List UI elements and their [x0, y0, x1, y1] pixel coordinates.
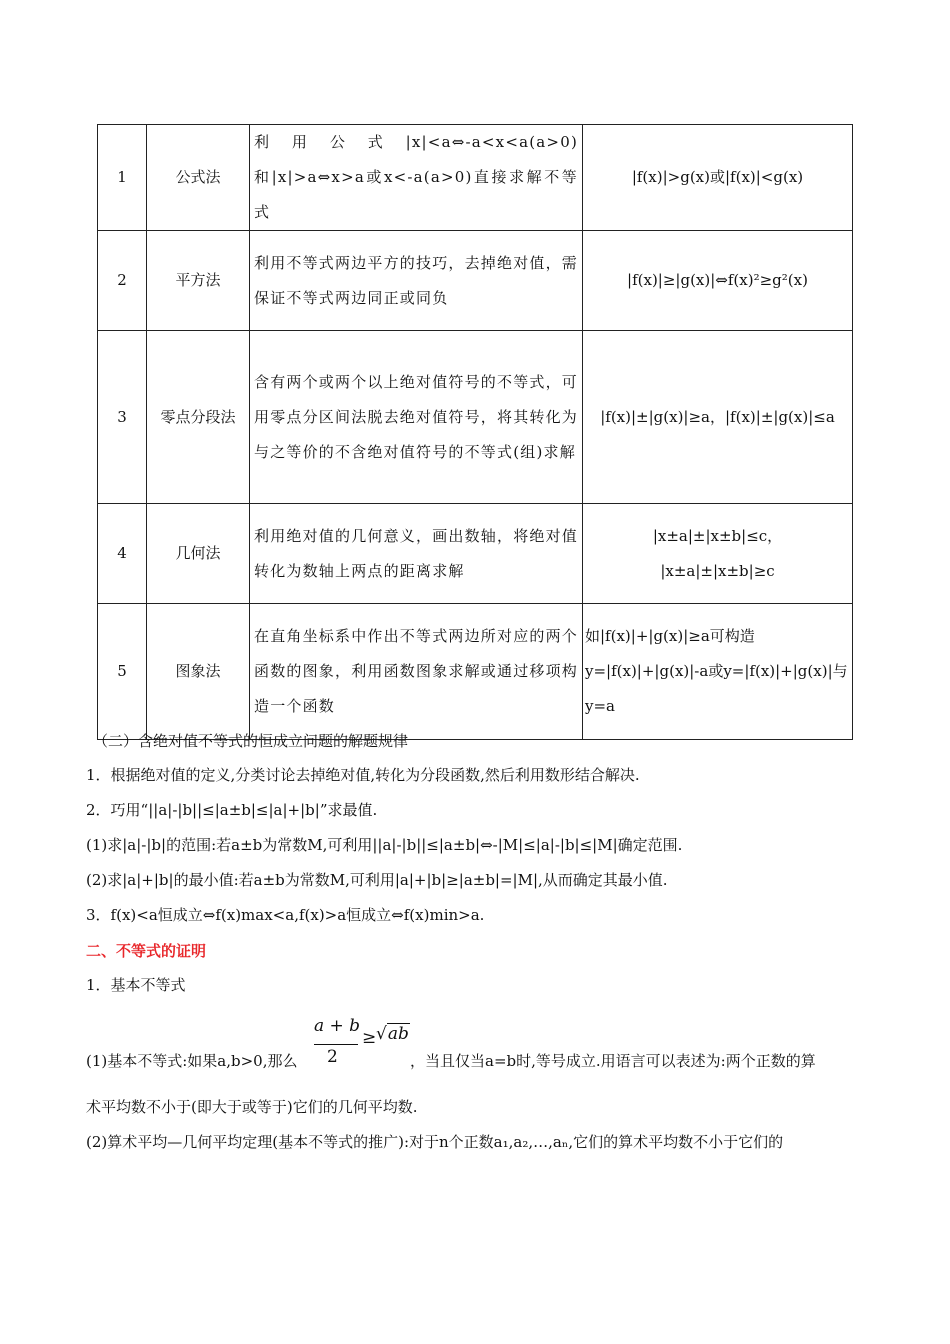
- section-title: 二、不等式的证明: [86, 942, 207, 960]
- paragraph: 1．根据绝对值的定义,分类讨论去掉绝对值,转化为分段函数,然后利用数形结合解决.: [86, 766, 640, 784]
- method-forms: [583, 504, 853, 604]
- method-name: 平方法: [147, 231, 250, 331]
- method-name: 图象法: [147, 604, 250, 740]
- row-number: 1: [98, 125, 147, 231]
- am-gm-formula: [310, 1016, 410, 1072]
- subheading: 1．基本不等式: [86, 976, 186, 994]
- paragraph: 3．f(x)<a恒成立⇔f(x)max<a,f(x)>a恒成立⇔f(x)min>a.: [86, 906, 485, 924]
- method-forms: [583, 604, 853, 740]
- formula-numerator: a + b: [314, 1016, 361, 1036]
- row-number: 2: [98, 231, 147, 331]
- methods-table: [97, 124, 853, 740]
- fraction-bar: [314, 1044, 358, 1045]
- method-description: 利用不等式两边平方的技巧，去掉绝对值，需保证不等式两边同正或同负: [250, 231, 583, 331]
- paragraph: (1)求|a|-|b|的范围:若a±b为常数M,可利用||a|-|b||≤|a±b|⇔-|M|≤|a|-|b|≤|M|确定范围.: [86, 836, 683, 854]
- table-row: [98, 125, 853, 231]
- method-description: 利用公式|x|<a⇔-a<x<a(a>0)和|x|>a⇔x>a或x<-a(a>0)直接求解不等式: [250, 125, 583, 231]
- table-row: [98, 331, 853, 504]
- form-line: |x±a|±|x±b|≤c，: [652, 526, 783, 545]
- method-name: 几何法: [147, 504, 250, 604]
- method-name: 零点分段法: [147, 331, 250, 504]
- paragraph: 术平均数不小于(即大于或等于)它们的几何平均数.: [86, 1098, 418, 1116]
- paragraph: (2)求|a|+|b|的最小值:若a±b为常数M,可利用|a|+|b|≥|a±b|=|M|,从而确定其最小值.: [86, 871, 668, 889]
- paragraph: ，当且仅当a=b时,等号成立.用语言可以表述为:两个正数的算: [410, 1052, 816, 1070]
- method-description: 在直角坐标系中作出不等式两边所对应的两个函数的图象，利用函数图象求解或通过移项构造一个函数: [250, 604, 583, 740]
- paragraph: (1)基本不等式:如果a,b>0,那么: [86, 1052, 298, 1070]
- row-number: 3: [98, 331, 147, 504]
- row-number: 5: [98, 604, 147, 740]
- row-number: 4: [98, 504, 147, 604]
- table-row: [98, 604, 853, 740]
- formula-radicand: ab: [387, 1024, 409, 1044]
- form-line: |f(x)|≥|g(x)|⇔f(x)²≥g²(x): [627, 271, 808, 289]
- paragraph: (2)算术平均—几何平均定理(基本不等式的推广):对于n个正数a₁,a₂,…,aₙ,它们的算术平均数不小于它们的: [86, 1133, 784, 1151]
- table-row: [98, 504, 853, 604]
- sqrt-symbol: √ab: [376, 1024, 409, 1044]
- method-description: 利用绝对值的几何意义，画出数轴，将绝对值转化为数轴上两点的距离求解: [250, 504, 583, 604]
- formula-denominator: 2: [327, 1047, 338, 1067]
- method-description: 含有两个或两个以上绝对值符号的不等式，可用零点分区间法脱去绝对值符号，将其转化为与之等价的不含绝对值符号的不等式(组)求解: [250, 331, 583, 504]
- form-line: |x±a|±|x±b|≥c: [660, 561, 775, 580]
- section-heading: （二）含绝对值不等式的恒成立问题的解题规律: [93, 732, 409, 750]
- geq-symbol: ≥: [362, 1028, 377, 1048]
- method-forms: [583, 125, 853, 231]
- paragraph: 2．巧用“||a|-|b||≤|a±b|≤|a|+|b|”求最值.: [86, 801, 378, 819]
- method-forms: [583, 231, 853, 331]
- form-line: 如|f(x)|+|g(x)|≥a可构造y=|f(x)|+|g(x)|-a或y=|f(x)|+|g(x)|与y=a: [585, 627, 848, 715]
- method-name: 公式法: [147, 125, 250, 231]
- method-forms: [583, 331, 853, 504]
- table-row: [98, 231, 853, 331]
- form-line: |f(x)|>g(x)或|f(x)|<g(x): [631, 168, 804, 186]
- form-line: |f(x)|±|g(x)|≥a，|f(x)|±|g(x)|≤a: [600, 407, 835, 426]
